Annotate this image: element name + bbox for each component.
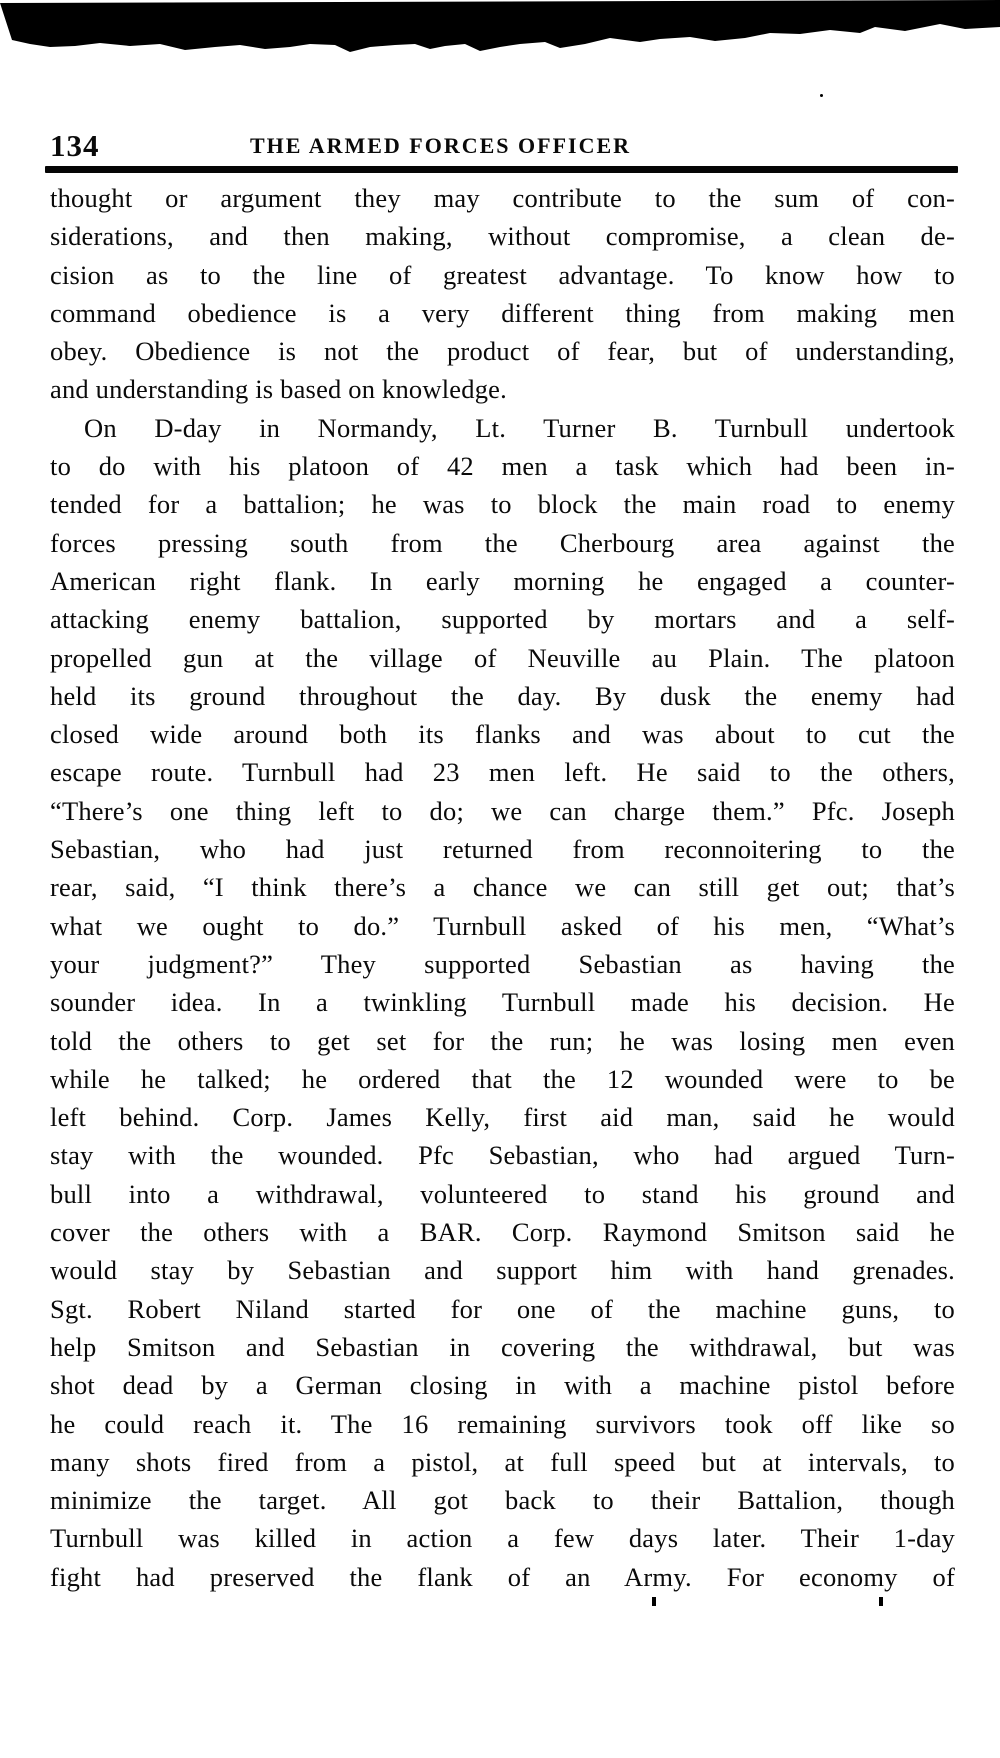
text-line: minimize the target. All got back to their Battalion, though <box>50 1485 955 1516</box>
running-header <box>50 128 955 162</box>
text-line: to do with his platoon of 42 men a task which had been in- <box>50 451 955 482</box>
text-line: while he talked; he ordered that the 12 wounded were to be <box>50 1063 955 1094</box>
text-line: sounder idea. In a twinkling Turnbull made his decision. He <box>50 987 955 1018</box>
scan-speck <box>879 1597 883 1606</box>
text-line: “There’s one thing left to do; we can charge them.” Pfc. Joseph <box>50 795 955 826</box>
text-line: shot dead by a German closing in with a machine pistol before <box>50 1370 955 1401</box>
scan-speck <box>820 94 823 97</box>
text-line: obey. Obedience is not the product of fear, but of understanding, <box>50 336 955 367</box>
text-line: Turnbull was killed in action a few days later. Their 1-day <box>50 1523 955 1554</box>
text-line: fight had preserved the flank of an Army. For economy of <box>50 1561 955 1592</box>
text-line: held its ground throughout the day. By dusk the enemy had <box>50 680 955 711</box>
text-line: siderations, and then making, without compromise, a clean de- <box>50 221 955 252</box>
text-line: attacking enemy battalion, supported by mortars and a self- <box>50 604 955 635</box>
text-line: and understanding is based on knowledge. <box>50 374 507 405</box>
scan-artifact-top-bar <box>0 0 1000 56</box>
text-line: Sebastian, who had just returned from reconnoitering to the <box>50 834 955 865</box>
text-line: American right flank. In early morning he engaged a counter- <box>50 565 955 596</box>
text-line: your judgment?” They supported Sebastian as having the <box>50 948 955 979</box>
text-line: escape route. Turnbull had 23 men left. He said to the others, <box>50 757 955 788</box>
text-line: On D-day in Normandy, Lt. Turner B. Turnbull undertook <box>84 412 955 443</box>
text-line: stay with the wounded. Pfc Sebastian, who had argued Turn- <box>50 1140 955 1171</box>
body-text <box>50 179 955 1596</box>
text-line: bull into a withdrawal, volunteered to stand his ground and <box>50 1178 955 1209</box>
text-line: thought or argument they may contribute to the sum of con- <box>50 183 955 213</box>
text-line: left behind. Corp. James Kelly, first aid man, said he would <box>50 1102 955 1133</box>
page-number: 134 <box>50 128 100 163</box>
text-line: Sgt. Robert Niland started for one of the machine guns, to <box>50 1293 955 1324</box>
text-line: cover the others with a BAR. Corp. Raymond Smitson said he <box>50 1217 955 1248</box>
text-line: propelled gun at the village of Neuville au Plain. The platoon <box>50 642 955 673</box>
text-line: many shots fired from a pistol, at full speed but at intervals, to <box>50 1446 955 1477</box>
text-line: rear, said, “I think there’s a chance we can still get out; that’s <box>50 872 955 903</box>
text-line: closed wide around both its flanks and was about to cut the <box>50 719 955 750</box>
header-rule <box>45 166 958 173</box>
text-line: tended for a battalion; he was to block the main road to enemy <box>50 489 955 520</box>
running-header-title: THE ARMED FORCES OFFICER <box>249 133 632 158</box>
scan-speck <box>652 1597 656 1606</box>
text-line: he could reach it. The 16 remaining survivors took off like so <box>50 1408 955 1439</box>
text-line: told the others to get set for the run; he was losing men even <box>50 1025 955 1056</box>
text-line: what we ought to do.” Turnbull asked of his men, “What’s <box>50 910 955 941</box>
text-line: help Smitson and Sebastian in covering the withdrawal, but was <box>50 1331 955 1362</box>
text-line: cision as to the line of greatest advantage. To know how to <box>50 259 955 290</box>
text-line: command obedience is a very different thing from making men <box>50 297 955 328</box>
text-line: forces pressing south from the Cherbourg area against the <box>50 527 955 558</box>
text-line: would stay by Sebastian and support him with hand grenades. <box>50 1255 955 1286</box>
